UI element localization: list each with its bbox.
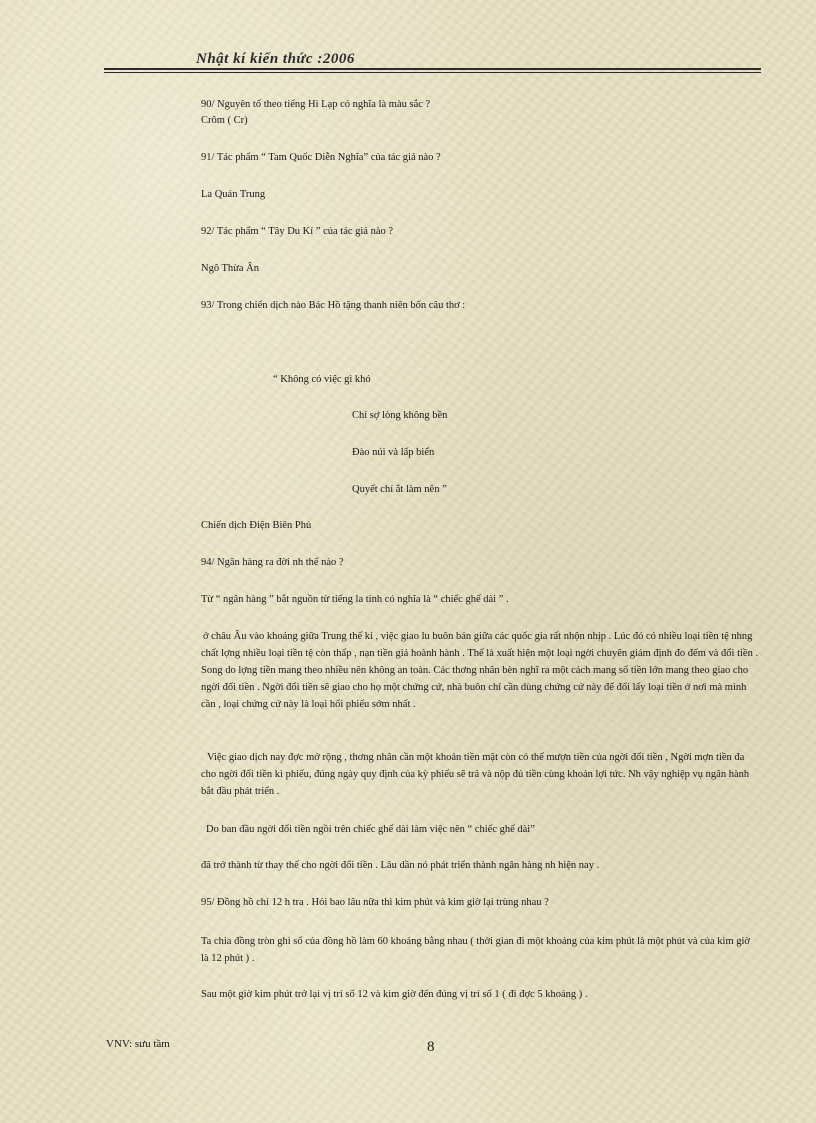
poem-line-4: Quyết chí ắt làm nên ” bbox=[352, 484, 447, 495]
answer-90: Crôm ( Cr) bbox=[201, 115, 248, 126]
page-number: 8 bbox=[427, 1039, 435, 1055]
paragraph-94-2: ở châu Âu vào khoảng giữa Trung thế kỉ , việc giao lu buôn bán giữa các quốc gia rất nhộn nhịp . Lúc đó có nhiều loại tiền tệ nhng chất lợng nhiều loại tiền tệ còn thấp , nạn tiền giả hoành hành . Thế là xuất hiện một loại ngời chuyên giám định đo đếm và đổi tiền . Song do lợng tiền mang theo nhiều nên không an toàn. Các thơng nhân bèn nghĩ ra một cách mang số tiền lớn mang theo giao cho ngời đổi tiền . Ngời đổi tiền sẽ giao cho họ một chứng cứ, nhà buôn chỉ cần dùng chứng cứ này để đổi lấy loại tiền ở nơi mà mình cần , loại chứng cứ này là loại hối phiếu sớm nhất . bbox=[201, 631, 759, 710]
header-title: Nhật kí kiến thức :2006 bbox=[196, 51, 355, 67]
question-95: 95/ Đồng hồ chỉ 12 h tra . Hỏi bao lâu nữa thì kim phút và kim giờ lại trùng nhau ? bbox=[201, 897, 549, 908]
question-94: 94/ Ngân hàng ra đời nh thế nào ? bbox=[201, 557, 344, 568]
paragraph-95-1: Ta chia đồng tròn ghi số của đồng hồ làm 60 khoảng bằng nhau ( thời gian đi một khoảng của kim phút là một phút và của kim giờ là 12 phút ) . bbox=[201, 936, 750, 964]
poem-line-1: “ Không có việc gì khó bbox=[273, 374, 371, 385]
paragraph-94-5: đã trở thành từ thay thế cho ngời đổi tiền . Lâu dần nó phát triển thành ngân hàng nh hiện nay . bbox=[201, 860, 600, 871]
poem-line-2: Chỉ sợ lòng không bền bbox=[352, 410, 448, 421]
poem-line-3: Đào núi và lấp biển bbox=[352, 447, 435, 458]
question-90: 90/ Nguyên tố theo tiếng Hi Lạp có nghĩa là màu sắc ? bbox=[201, 99, 431, 110]
paragraph-95-2: Sau một giờ kim phút trở lại vị trí số 12 và kim giờ đến đúng vị trí số 1 ( đi đợc 5 khoảng ) . bbox=[201, 989, 588, 1000]
header-rule-thick bbox=[104, 68, 761, 70]
footer-credit: VNV: sưu tầm bbox=[106, 1038, 170, 1050]
answer-92: Ngô Thừa Ân bbox=[201, 263, 259, 274]
paragraph-94-3: Việc giao dịch nay đợc mở rộng , thơng nhân cần một khoản tiền mặt còn có thể mượn tiền của ngời đổi tiền , Ngời mợn tiền đa cho ngời đổi tiền kì phiếu, đúng ngày quy định của kỳ phiếu sẽ trả và nộp đủ tiền cùng khoản lợi tức. Nh vậy nghiệp vụ ngân hành bắt đầu phát triển . bbox=[201, 752, 750, 797]
question-92: 92/ Tác phẩm “ Tây Du Kí ” của tác giả nào ? bbox=[201, 226, 394, 237]
question-91: 91/ Tác phẩm “ Tam Quốc Diễn Nghĩa” của tác giả nào ? bbox=[201, 152, 441, 163]
paragraph-94-4: Do ban đầu ngời đổi tiền ngồi trên chiếc ghế dài làm việc nên “ chiếc ghế dài” bbox=[206, 824, 535, 835]
answer-91: La Quán Trung bbox=[201, 189, 266, 200]
question-93: 93/ Trong chiến dịch nào Bác Hồ tặng thanh niên bốn câu thơ : bbox=[201, 300, 466, 311]
answer-93: Chiến dịch Điện Biên Phủ bbox=[201, 520, 312, 531]
header-rule-thin bbox=[104, 72, 761, 73]
paragraph-94-1: Từ “ ngân hàng ” bắt nguồn từ tiếng la tinh có nghĩa là “ chiếc ghế dài ” . bbox=[201, 594, 509, 605]
